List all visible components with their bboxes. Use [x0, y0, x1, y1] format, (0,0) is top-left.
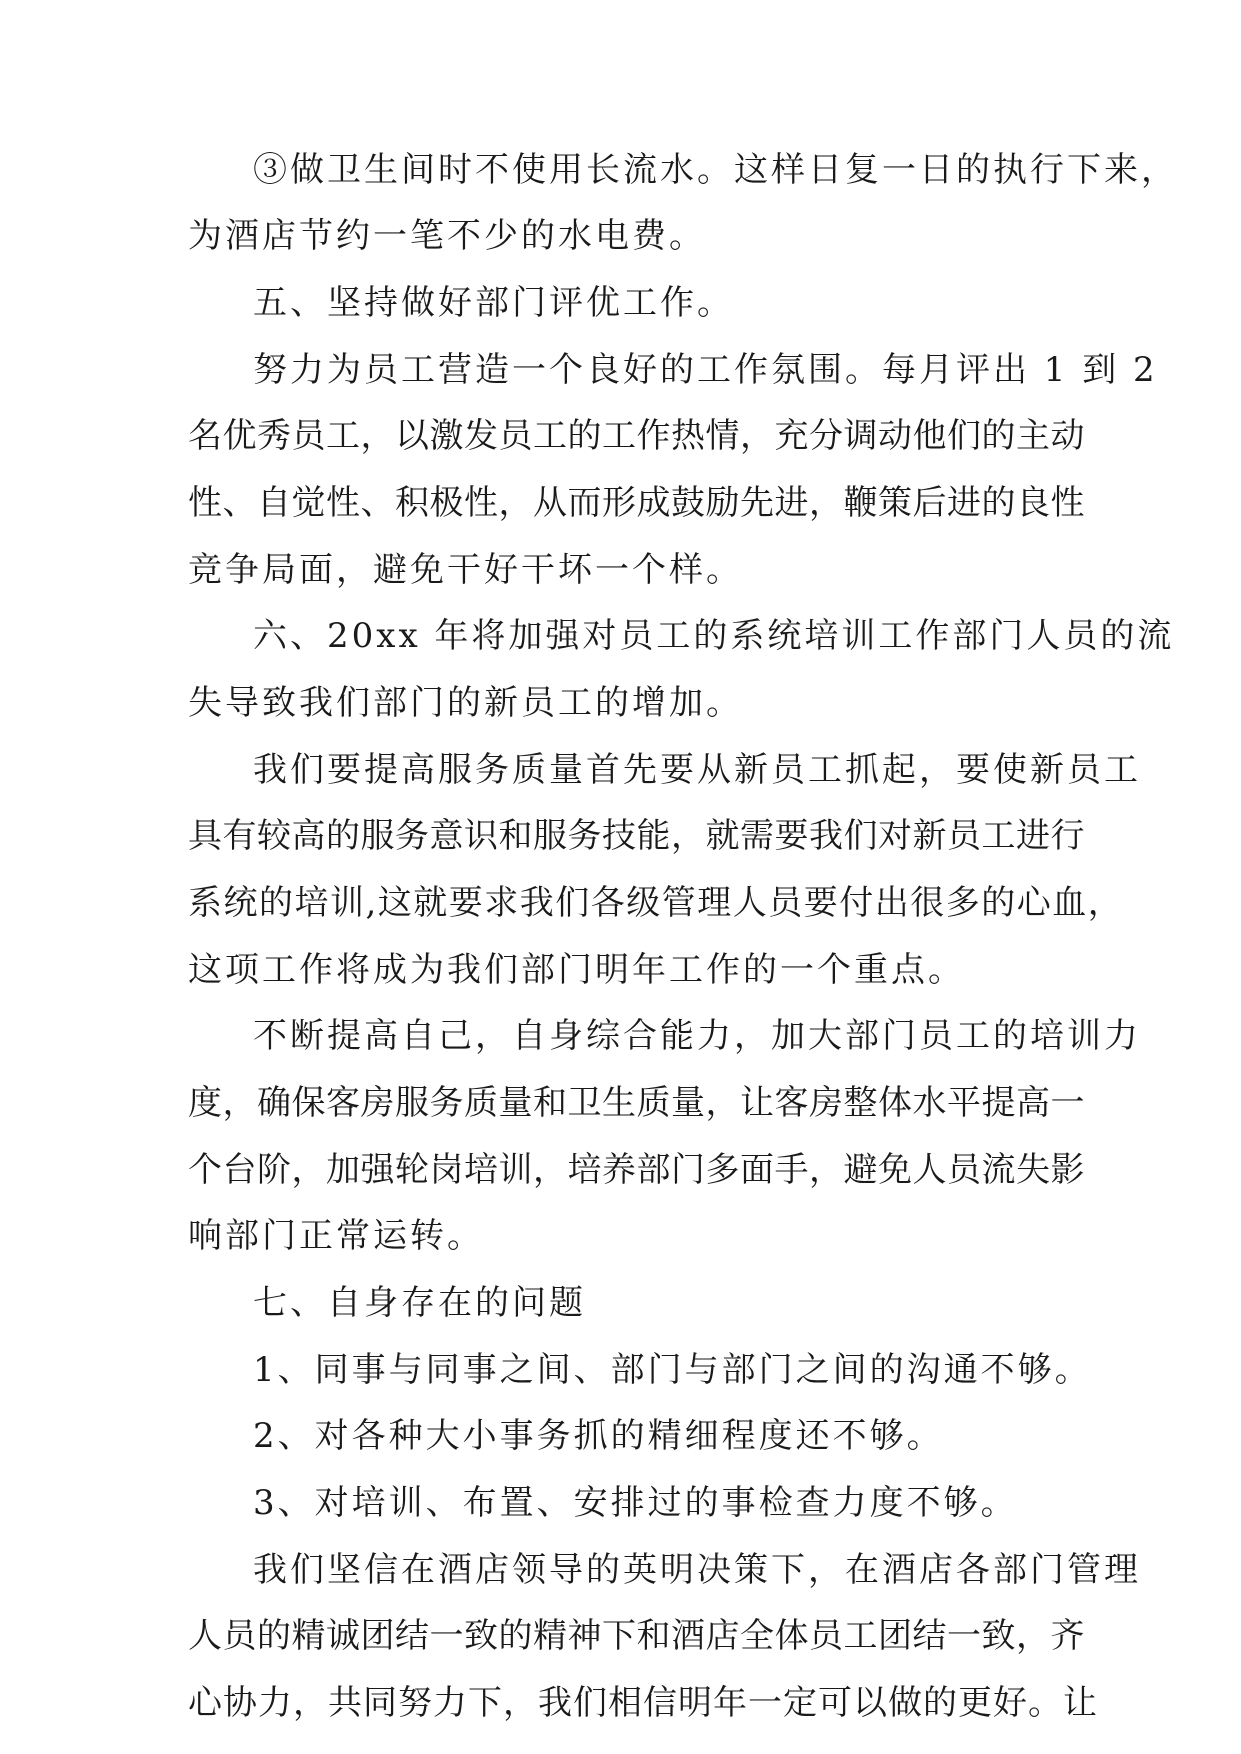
text-line: 我们要提高服务质量首先要从新员工抓起，要使新员工	[253, 750, 1141, 790]
list-item: 1、同事与同事之间、部门与部门之间的沟通不够。	[253, 1350, 1092, 1390]
section-heading: 六、20xx 年将加强对员工的系统培训工作部门人员的流	[253, 616, 1175, 656]
text-line: 人员的精诚团结一致的精神下和酒店全体员工团结一致，齐	[188, 1616, 1085, 1656]
text-line: 性、自觉性、积极性，从而形成鼓励先进，鞭策后进的良性	[188, 483, 1085, 523]
section-heading: 七、自身存在的问题	[253, 1283, 586, 1323]
text-line: 心协力，共同努力下，我们相信明年一定可以做的更好。让	[188, 1683, 1098, 1723]
text-line: ③做卫生间时不使用长流水。这样日复一日的执行下来，	[253, 150, 1178, 190]
list-item: 3、对培训、布置、安排过的事检查力度不够。	[253, 1483, 1018, 1523]
text-line: 努力为员工营造一个良好的工作氛围。每月评出 1 到 2	[253, 350, 1158, 390]
text-line: 具有较高的服务意识和服务技能，就需要我们对新员工进行	[188, 816, 1085, 856]
text-line: 这项工作将成为我们部门明年工作的一个重点。	[188, 950, 965, 990]
text-line: 名优秀员工，以激发员工的工作热情，充分调动他们的主动	[188, 416, 1085, 456]
text-line: 我们坚信在酒店领导的英明决策下，在酒店各部门管理	[253, 1550, 1141, 1590]
text-line: 竞争局面，避免干好干坏一个样。	[188, 550, 743, 590]
list-item: 2、对各种大小事务抓的精细程度还不够。	[253, 1416, 944, 1456]
text-line: 失导致我们部门的新员工的增加。	[188, 683, 743, 723]
text-line: 系统的培训,这就要求我们各级管理人员要付出很多的心血，	[188, 883, 1124, 923]
text-line: 个台阶，加强轮岗培训，培养部门多面手，避免人员流失影	[188, 1150, 1085, 1190]
text-line: 响部门正常运转。	[188, 1216, 484, 1256]
text-line: 为酒店节约一笔不少的水电费。	[188, 216, 706, 256]
text-line: 不断提高自己，自身综合能力，加大部门员工的培训力	[253, 1016, 1141, 1056]
text-line: 度，确保客房服务质量和卫生质量，让客房整体水平提高一	[188, 1083, 1085, 1123]
section-heading: 五、坚持做好部门评优工作。	[253, 283, 734, 323]
